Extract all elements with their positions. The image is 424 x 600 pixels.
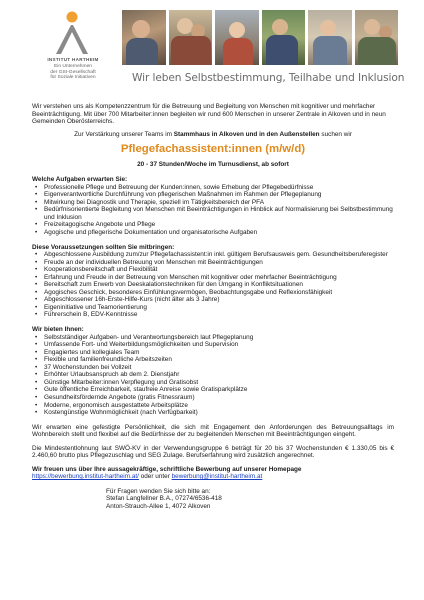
logo-subtitle-line: der GSI-Gesellschaft (50, 69, 96, 75)
apply-links (32, 473, 394, 481)
photo-3 (215, 10, 259, 65)
apply-connector: oder unter (138, 473, 172, 481)
contact-line: Anton-Strauch-Allee 1, 4072 Alkoven (106, 502, 211, 510)
photo-5 (308, 10, 352, 65)
team-line-after: suchen wir (319, 130, 352, 138)
list-item: • Erhöhter Urlaubsanspruch ab dem 2. Dienstjahr (32, 371, 394, 379)
salary-paragraph: Die Mindestentlohnung laut SWÖ-KV in der Verwendungsgruppe 6 beträgt für 20 bis 37 Wochenstunden € 1.330,05 bis € 2.460,60 brutto plus Pflegezuschlag und SEG Zulage. Berufserfahrung wird zusätzlich angerechnet. (32, 444, 394, 460)
list-item: • Gute öffentliche Erreichbarkeit, staufreie Anreise sowie Gratisparkplätze (32, 386, 394, 394)
logo-subtitle (26, 64, 120, 81)
team-line (32, 131, 394, 139)
offers-heading: Wir bieten Ihnen: (32, 326, 84, 334)
list-item: • Mitwirkung bei Diagnostik und Therapie, speziell im Tätigkeitsbereich der PFA (32, 199, 394, 207)
list-item: • Professionelle Pflege und Betreuung der Kunden:innen, sowie Erhebung der Pflegebedürfnisse (32, 184, 394, 192)
contact-line: Für Fragen wenden Sie sich bitte an: (106, 487, 211, 495)
list-item: • Kostengünstige Wohnmöglichkeit (nach Verfügbarkeit) (32, 409, 394, 417)
email-link[interactable]: bewerbung@institut-hartheim.at (171, 473, 263, 481)
list-item: • Abgeschlossener 16h-Erste-Hilfe-Kurs (nicht älter als 3 Jahre) (32, 296, 394, 304)
job-title: Pflegefachassistent:innen (m/w/d) (120, 143, 306, 156)
hours-line: 20 - 37 Stunden/Woche im Turnusdienst, ab sofort (137, 160, 289, 168)
requirements-heading: Diese Voraussetzungen sollten Sie mitbringen: (32, 243, 175, 251)
list-item: • Umfassende Fort- und Weiterbildungsmöglichkeiten und Supervision (32, 341, 394, 349)
contact-block (106, 488, 394, 511)
logo-name: INSTITUT HARTHEIM (47, 57, 99, 62)
logo-subtitle-line: für Soziale Initiativen (50, 75, 96, 81)
list-item: • Agogisches Geschick, besonderes Einfühlungsvermögen, Beobachtungsgabe und Reflexionsfähigkeit (32, 289, 394, 297)
list-item: • Bereitschaft zum Erwerb von Deeskalationstechniken für den Umgang in Konfliktsituationen (32, 281, 394, 289)
list-item: • Erfahrung und Freude in der Betreuung von Menschen mit kognitiver oder mehrfacher Beeinträchtigung (32, 274, 394, 282)
tasks-list (32, 184, 394, 237)
team-line-before: Zur Verstärkung unserer Teams im (74, 130, 174, 138)
photo-6 (355, 10, 399, 65)
list-item: • Flexible und familienfreundliche Arbeitszeiten (32, 356, 394, 364)
list-item: • Gesundheitsfördernde Angebote (gratis Fitnessraum) (32, 394, 394, 402)
intro-paragraph: Wir verstehen uns als Kompetenzzentrum für die Betreuung und Begleitung von Menschen mit kognitiver und mehrfacher Beeinträchtigung. Mit über 700 Mitarbeiter:innen begleiten wir rund 600 Menschen in unserer Zentrale in Alkoven und in neun Gemeinden Oberösterreichs. (32, 103, 386, 126)
list-item: • 37 Wochenstunden bei Vollzeit (32, 364, 394, 372)
logo-subtitle-line: Ein Unternehmen (53, 64, 93, 69)
photo-2 (169, 10, 213, 65)
photo-strip (122, 10, 398, 65)
list-item: • Engagiertes und kollegiales Team (32, 349, 394, 357)
apply-heading: Wir freuen uns über Ihre aussagekräftige, schriftliche Bewerbung auf unserer Homepage (32, 465, 302, 473)
careers-link[interactable]: https://bewerbung.institut-hartheim.at/ (32, 473, 139, 481)
list-item: • Freude an der individuellen Betreuung von Menschen mit Beeinträchtigungen (32, 259, 394, 267)
list-item: • Führerschein B, EDV-Kenntnisse (32, 311, 394, 319)
contact-line: Stefan Langfellner B.A., 07274/6536-418 (106, 495, 222, 503)
tagline: Wir leben Selbstbestimmung, Teilhabe und Inklusion (132, 72, 405, 84)
requirements-list (32, 251, 394, 319)
list-item: • Freizeitagogische Angebote und Pflege (32, 221, 394, 229)
team-line-locations: Stammhaus in Alkoven und in den Außenstellen (173, 130, 320, 138)
photo-1 (122, 10, 166, 65)
offers-list (32, 334, 394, 417)
header (0, 0, 424, 100)
list-item: • Eigeninitiative und Teamorientierung (32, 304, 394, 312)
list-item: • Bedürfnisorientierte Begleitung von Menschen mit Beeinträchtigungen in Hinblick auf Normalisierung bei Selbstbestimmung und Inklusion (32, 206, 394, 221)
tasks-heading: Welche Aufgaben erwarten Sie: (32, 176, 128, 184)
job-posting (32, 103, 394, 511)
list-item: • Kooperationsbereitschaft und Flexibilität (32, 266, 394, 274)
list-item: • Günstige Mitarbeiter:innen Verpflegung und Gratisobst (32, 379, 394, 387)
list-item: • Eigenverantwortliche Durchführung von pflegerischen Maßnahmen im Rahmen der Pflegeplanung (32, 191, 394, 199)
personality-paragraph: Wir erwarten eine gefestigte Persönlichkeit, die sich mit Engagement den Anforderungen des Betreuungsalltags im Wohnbereich stellt und flexibel auf die Bedürfnisse der zu begleitenden Menschen mit Beeinträchtigungen eingeht. (32, 423, 394, 439)
list-item: • Selbstständiger Aufgaben- und Verantwortungsbereich laut Pflegeplanung (32, 334, 394, 342)
photo-4 (262, 10, 306, 65)
list-item: • Agogische und pflegerische Dokumentation und organisatorische Aufgaben (32, 229, 394, 237)
institut-hartheim-logo-icon (52, 10, 92, 56)
list-item: • Abgeschlossene Ausbildung zum/zur Pflegefachassistent:in inkl. gültigem Berufsausweis gem. Gesundheitsberuferegister (32, 251, 394, 259)
list-item: • Moderne, ergonomisch ausgestattete Arbeitsplätze (32, 402, 394, 410)
